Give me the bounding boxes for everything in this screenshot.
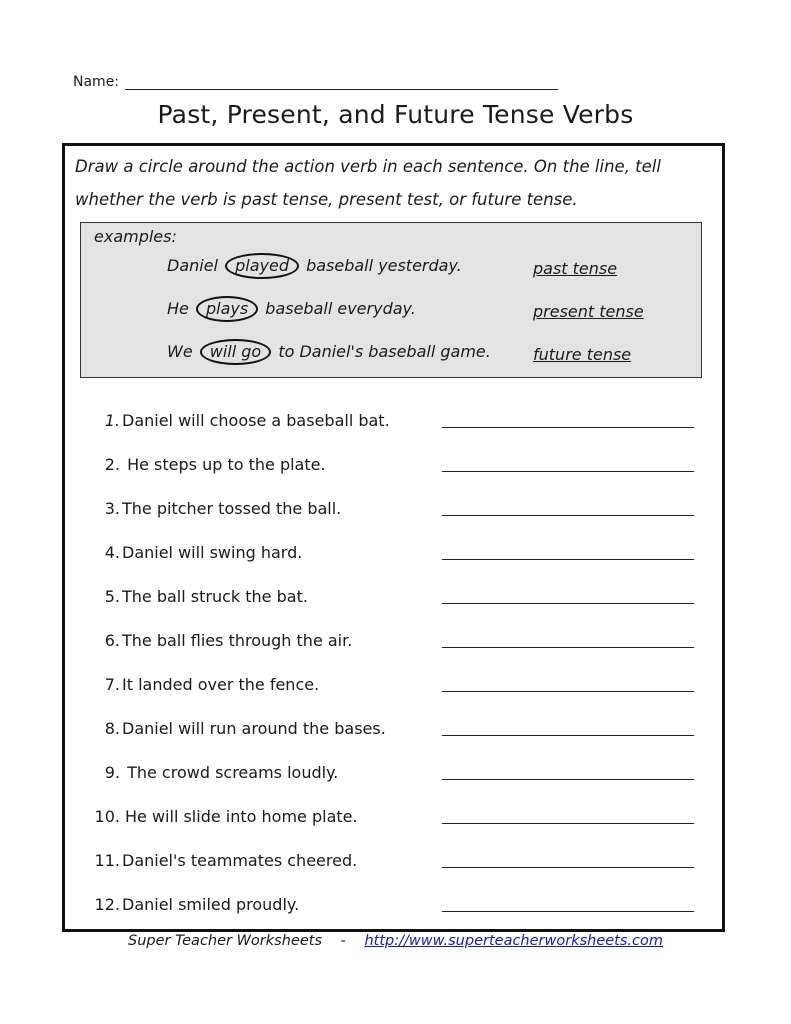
example-answer: present tense [533,302,644,321]
answer-blank-line[interactable] [442,559,694,560]
examples-label: examples: [94,227,177,246]
question-number: 7. [104,675,120,694]
answer-blank-line[interactable] [442,647,694,648]
question-text: He steps up to the plate. [122,455,326,474]
example-before: We [167,342,193,361]
instructions: Draw a circle around the action verb in each sentence. On the line, tell whether the verb is past tense, present test, or future tense. [75,157,661,209]
question-row [65,455,722,499]
question-text: The ball flies through the air. [122,631,353,650]
name-blank-line [125,75,558,90]
question-number: 5. [104,587,120,606]
question-number: 2. [104,455,120,474]
question-text: Daniel's teammates cheered. [122,851,358,870]
question-number: 4. [104,543,120,562]
circled-verb: played [225,253,299,279]
page-title: Past, Present, and Future Tense Verbs [157,100,634,129]
example-after: baseball everyday. [265,299,416,318]
example-before: He [167,299,189,318]
example-sentence [167,339,491,365]
question-row [65,543,722,587]
answer-blank-line[interactable] [442,691,694,692]
footer-url-link[interactable]: http://www.superteacherworksheets.com [364,933,663,949]
circled-verb: will go [200,339,271,365]
question-number: 12. [94,895,120,914]
question-text: The ball struck the bat. [122,587,308,606]
footer-separator: - [340,933,346,949]
name-label: Name: [73,74,120,90]
question-text: The pitcher tossed the ball. [122,499,342,518]
question-number: 8. [104,719,120,738]
question-text: It landed over the fence. [122,675,320,694]
question-number: 11. [94,851,120,870]
example-sentence [167,253,462,279]
answer-blank-line[interactable] [442,867,694,868]
example-sentence [167,296,416,322]
example-before: Daniel [167,256,218,275]
example-answer: past tense [533,259,618,278]
answer-blank-line[interactable] [442,427,694,428]
question-text: The crowd screams loudly. [122,763,339,782]
example-answer: future tense [533,345,632,364]
answer-blank-line[interactable] [442,515,694,516]
question-row [65,587,722,631]
example-after: to Daniel's baseball game. [278,342,491,361]
question-row [65,851,722,895]
question-row [65,719,722,763]
question-row [65,631,722,675]
question-text: Daniel smiled proudly. [122,895,300,914]
question-number: 9. [104,763,120,782]
question-text: Daniel will run around the bases. [122,719,386,738]
answer-blank-line[interactable] [442,823,694,824]
footer-brand: Super Teacher Worksheets [127,933,322,949]
name-row [73,74,558,90]
question-list [65,411,722,939]
example-after: baseball yesterday. [306,256,462,275]
question-row [65,763,722,807]
worksheet-box [62,143,725,932]
question-text: Daniel will swing hard. [122,543,303,562]
question-number: 3. [104,499,120,518]
answer-blank-line[interactable] [442,779,694,780]
question-row [65,807,722,851]
question-row [65,675,722,719]
question-row [65,499,722,543]
answer-blank-line[interactable] [442,911,694,912]
question-number: 10. [94,807,120,826]
question-row [65,411,722,455]
question-text: He will slide into home plate. [125,807,358,826]
footer [0,933,791,949]
answer-blank-line[interactable] [442,735,694,736]
circled-verb: plays [196,296,258,322]
answer-blank-line[interactable] [442,603,694,604]
question-number: 6. [104,631,120,650]
examples-box [80,222,702,378]
question-text: Daniel will choose a baseball bat. [122,411,390,430]
answer-blank-line[interactable] [442,471,694,472]
question-number: 1. [104,411,120,430]
